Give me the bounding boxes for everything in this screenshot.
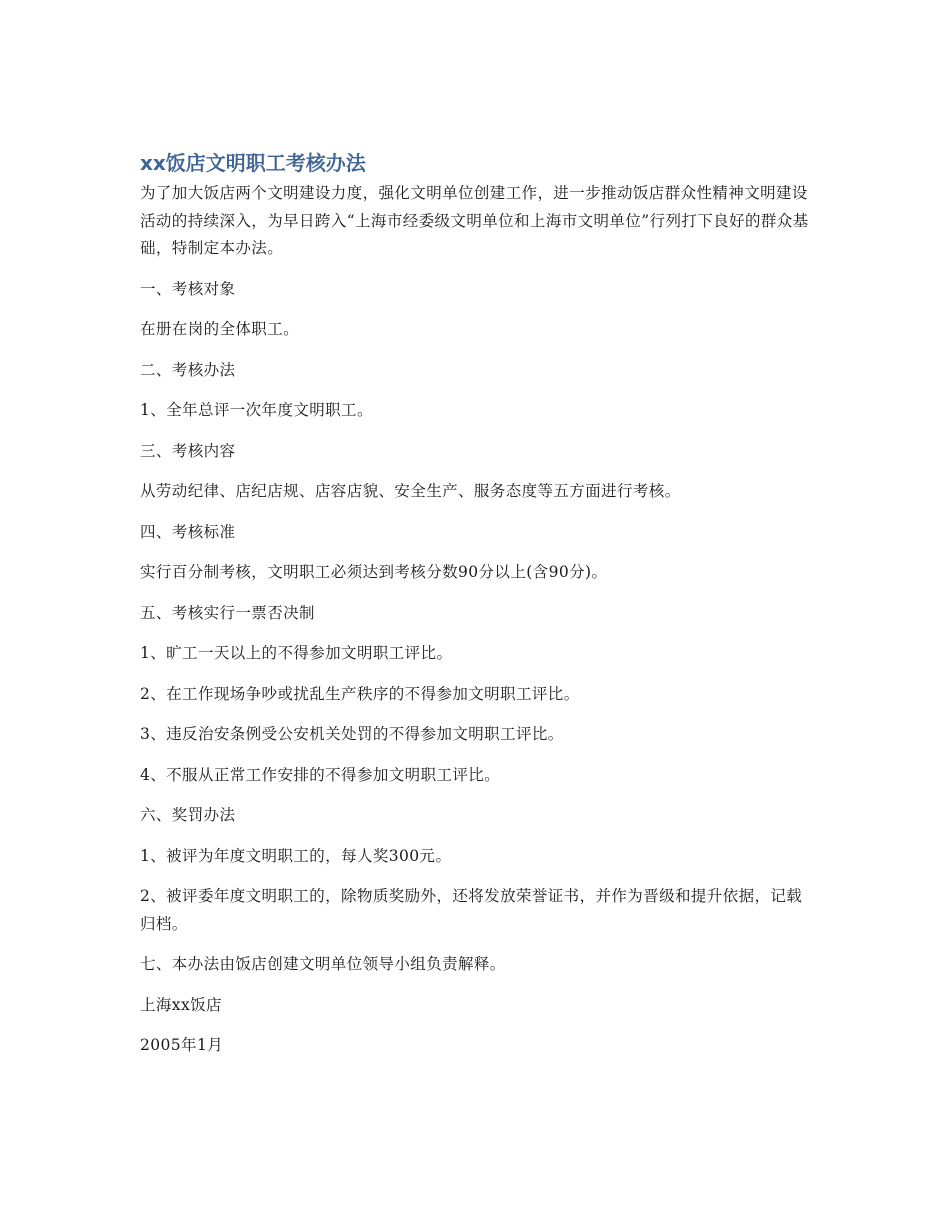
section-heading-standard: 四、考核标准 (140, 522, 236, 541)
paragraph-standard: 实行百分制考核，文明职工必须达到考核分数90分以上(含90分)。 (140, 563, 608, 581)
section-heading-target: 一、考核对象 (140, 279, 236, 298)
paragraph-veto-3: 3、违反治安条例受公安机关处罚的不得参加文明职工评比。 (140, 725, 564, 743)
paragraph-veto-2: 2、在工作现场争吵或扰乱生产秩序的不得参加文明职工评比。 (140, 684, 580, 703)
paragraph-method-1: 1、全年总评一次年度文明职工。 (140, 401, 373, 419)
intro-paragraph: 为了加大饭店两个文明建设力度，强化文明单位创建工作，进一步推动饭店群众性精神文明建设活动的持续深入，为早日跨入“上海市经委级文明单位和上海市文明单位”行列打下良好的群众基础，特制定本办法。 (140, 184, 809, 257)
paragraph-veto-1: 1、旷工一天以上的不得参加文明职工评比。 (140, 644, 453, 662)
section-heading-veto: 五、考核实行一票否决制 (140, 603, 315, 622)
document-title: xx饭店文明职工考核办法 (140, 151, 366, 175)
signature-org: 上海xx饭店 (140, 995, 222, 1014)
document-page (140, 148, 812, 1073)
paragraph-rewards-1: 1、被评为年度文明职工的，每人奖300元。 (140, 846, 452, 865)
section-heading-content: 三、考核内容 (140, 441, 236, 460)
signature-date: 2005年1月 (140, 1036, 224, 1054)
paragraph-veto-4: 4、不服从正常工作安排的不得参加文明职工评比。 (140, 765, 501, 784)
paragraph-target: 在册在岗的全体职工。 (140, 320, 300, 338)
paragraph-rewards-2: 2、被评委年度文明职工的，除物质奖励外，还将发放荣誉证书，并作为晋级和提升依据，记载归档。 (140, 887, 803, 933)
paragraph-interpretation: 七、本办法由饭店创建文明单位领导小组负责解释。 (140, 955, 506, 973)
section-heading-rewards: 六、奖罚办法 (140, 806, 236, 824)
section-heading-method: 二、考核办法 (140, 360, 236, 379)
paragraph-content: 从劳动纪律、店纪店规、店容店貌、安全生产、服务态度等五方面进行考核。 (140, 482, 681, 500)
